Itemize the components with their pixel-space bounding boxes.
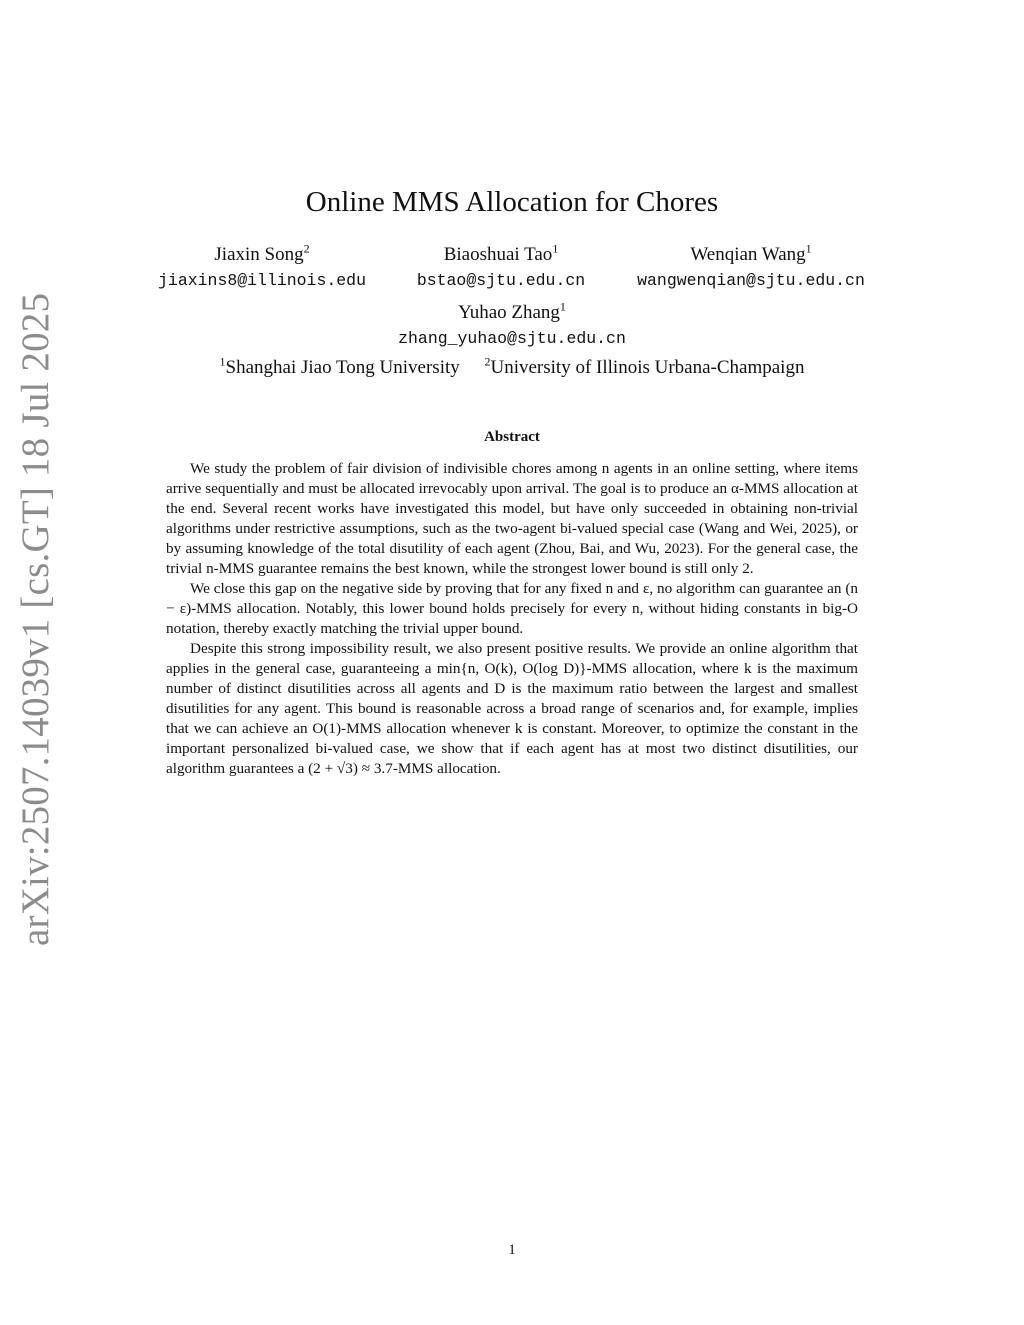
author-name: Wenqian Wang$^1$	[690, 241, 812, 265]
arxiv-identifier-stamp: arXiv:2507.14039v1 [cs.GT] 18 Jul 2025	[14, 292, 57, 946]
author-email: jiaxins8@illinois.edu	[158, 271, 366, 290]
abstract-body	[166, 459, 858, 779]
author-affiliation-mark: 2	[303, 241, 310, 256]
abstract-paragraph: Despite this strong impossibility result, we also present positive results. We provide an online algorithm that applies in the general case, guaranteeing a min{n, O(k), O(log D)}-MMS allocation, where k is the maximum number of distinct disutilities across all agents and D is the maximum ratio between the largest and smallest disutilities for any agent. This bound is reasonable across a broad range of scenarios and, for example, implies that we can achieve an O(1)-MMS allocation whenever k is constant. Moreover, to optimize the constant in the important personalized bi-valued case, we show that if each agent has at most two distinct disutilities, our algorithm guarantees a (2 + √3) ≈ 3.7-MMS allocation.	[166, 640, 858, 777]
abstract-paragraph: We study the problem of fair division of indivisible chores among n agents in an online setting, where items arrive sequentially and must be allocated irrevocably upon arrival. The goal is to produce an α-MMS allocation at the end. Several recent works have investigated this model, but have only succeeded in obtaining non-trivial algorithms under restrictive assumptions, such as the two-agent bi-valued special case (Wang and Wei, 2025), or by assuming knowledge of the total disutility of each agent (Zhou, Bai, and Wu, 2023). For the general case, the trivial n-MMS guarantee remains the best known, while the strongest lower bound is still only 2.	[166, 460, 858, 577]
author-affiliation-mark: 1	[552, 241, 559, 256]
author-email: bstao@sjtu.edu.cn	[416, 271, 586, 290]
affiliations	[0, 355, 1024, 381]
author-block-tao	[361, 243, 641, 293]
author-affiliation-mark: 1	[805, 241, 812, 256]
author-email: zhang_yuhao@sjtu.edu.cn	[398, 329, 626, 348]
author-block-zhang	[372, 301, 652, 351]
affiliation-sjtu: $^1$Shanghai Jiao Tong University	[219, 354, 460, 378]
page-number: 1	[508, 1242, 516, 1258]
author-block-song	[122, 243, 402, 293]
abstract-paragraph: We close this gap on the negative side by proving that for any fixed n and ε, no algorithm can guarantee an (n − ε)-MMS allocation. Notably, this lower bound holds precisely for every n, without hiding constants in big-O notation, thereby exactly matching the trivial upper bound.	[166, 580, 858, 637]
author-name: Biaoshuai Tao$^1$	[443, 241, 559, 265]
author-name: Jiaxin Song$^2$	[214, 241, 310, 265]
author-affiliation-mark: 1	[559, 299, 566, 314]
author-email: wangwenqian@sjtu.edu.cn	[637, 271, 865, 290]
abstract-heading: Abstract	[484, 429, 540, 445]
author-name: Yuhao Zhang$^1$	[458, 299, 566, 323]
author-block-wang	[611, 243, 891, 293]
affiliation-uiuc: $^2$University of Illinois Urbana-Champaign	[484, 354, 805, 378]
paper-title: Online MMS Allocation for Chores	[305, 186, 719, 218]
